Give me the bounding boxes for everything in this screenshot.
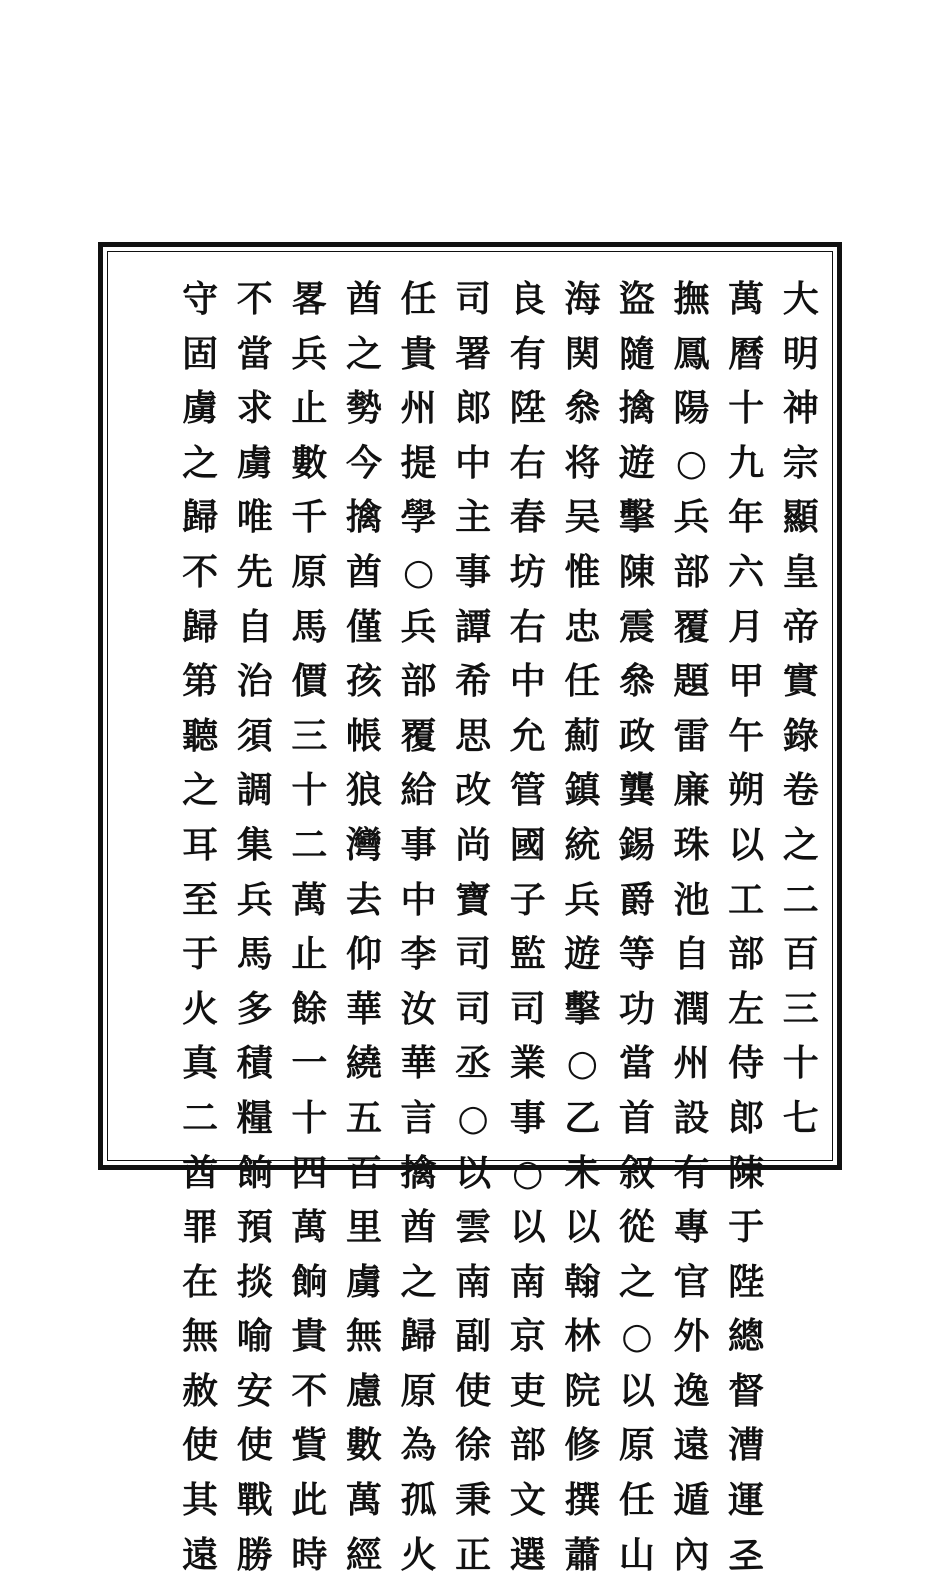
text-glyph: 預 [236, 1206, 273, 1249]
text-glyph: 顯 [782, 496, 819, 539]
text-glyph: 總 [728, 1315, 765, 1358]
text-glyph: 明 [782, 332, 819, 375]
text-glyph: 十 [782, 1042, 819, 1085]
text-glyph: 先 [236, 550, 273, 593]
text-glyph: 于 [182, 933, 219, 976]
text-glyph: 撫 [673, 278, 710, 320]
text-glyph: 有 [509, 332, 546, 375]
text-glyph: 唯 [236, 496, 273, 539]
text-glyph: 止 [291, 933, 328, 976]
text-glyph: 二 [782, 878, 819, 921]
text-glyph: 惟 [564, 550, 601, 593]
text-glyph: 林 [564, 1315, 601, 1358]
text-glyph: 萬 [291, 878, 328, 921]
text-glyph: 事 [400, 823, 437, 866]
text-column [446, 262, 501, 1576]
text-glyph: 使 [455, 1369, 492, 1412]
text-glyph: 月 [728, 605, 765, 648]
text-glyph: 擊 [618, 496, 655, 539]
text-glyph: 部 [509, 1424, 546, 1467]
text-glyph: 右 [509, 605, 546, 648]
text-glyph: 鳳 [673, 332, 710, 375]
text-glyph: 戰 [236, 1479, 273, 1522]
text-glyph: 任 [618, 1479, 655, 1522]
text-glyph: 安 [236, 1369, 273, 1412]
text-glyph: 守 [182, 278, 219, 320]
text-glyph: 歸 [400, 1315, 437, 1358]
text-glyph: 叙 [618, 1151, 655, 1194]
text-glyph: 餉 [291, 1260, 328, 1303]
text-glyph: 州 [400, 387, 437, 430]
text-glyph: 郎 [455, 387, 492, 430]
text-glyph: 多 [236, 987, 273, 1030]
text-glyph: 翰 [564, 1260, 601, 1303]
text-glyph: 內 [673, 1533, 710, 1576]
text-glyph: 州 [673, 1042, 710, 1085]
text-glyph: 之 [618, 1260, 655, 1303]
text-glyph: 火 [182, 987, 219, 1030]
text-glyph: 酋 [400, 1206, 437, 1249]
text-glyph: 統 [564, 823, 601, 866]
text-glyph: 坊 [509, 550, 546, 593]
text-glyph: 錫 [618, 823, 655, 866]
text-glyph: 七 [782, 1096, 819, 1139]
text-glyph: 以 [455, 1151, 492, 1194]
text-glyph: 中 [455, 441, 492, 484]
text-glyph: 之 [182, 769, 219, 812]
text-glyph: 調 [236, 769, 273, 812]
text-glyph: 文 [509, 1479, 546, 1522]
text-glyph: 擒 [618, 387, 655, 430]
text-glyph: 部 [673, 550, 710, 593]
text-glyph: 年 [728, 496, 765, 539]
text-glyph: 擊 [564, 987, 601, 1030]
text-glyph: 于 [728, 1206, 765, 1249]
text-glyph: ○ [457, 1096, 489, 1139]
text-glyph: 聽 [182, 714, 219, 757]
text-glyph: 國 [509, 823, 546, 866]
text-glyph: 逸 [673, 1369, 710, 1412]
text-glyph: 部 [728, 933, 765, 976]
text-glyph: 原 [400, 1369, 437, 1412]
text-glyph: 貴 [291, 1315, 328, 1358]
text-glyph: 漕 [728, 1424, 765, 1467]
text-glyph: 真 [182, 1042, 219, 1085]
text-glyph: 遊 [618, 441, 655, 484]
text-glyph: 丞 [455, 1042, 492, 1085]
text-glyph: 自 [236, 605, 273, 648]
text-glyph: 十 [291, 769, 328, 812]
text-glyph: 午 [728, 714, 765, 757]
text-glyph: 吴 [564, 496, 601, 539]
text-glyph: 提 [400, 441, 437, 484]
text-glyph: 灣 [345, 823, 382, 866]
text-glyph: 子 [509, 878, 546, 921]
text-glyph: 司 [509, 987, 546, 1030]
text-glyph: 南 [455, 1260, 492, 1303]
text-glyph: 馬 [236, 933, 273, 976]
text-glyph: 業 [509, 1042, 546, 1085]
text-glyph: 酋 [345, 278, 382, 320]
text-glyph: 孤 [400, 1479, 437, 1522]
text-glyph: 歸 [182, 605, 219, 648]
text-glyph: 以 [618, 1369, 655, 1412]
text-glyph: 自 [673, 933, 710, 976]
text-glyph: 李 [400, 933, 437, 976]
text-glyph: 此 [291, 1479, 328, 1522]
text-glyph: 陳 [728, 1151, 765, 1194]
text-glyph: 三 [782, 987, 819, 1030]
text-glyph: 部 [400, 660, 437, 703]
text-glyph: 宗 [782, 441, 819, 484]
text-glyph: 一 [291, 1042, 328, 1085]
text-glyph: 百 [782, 933, 819, 976]
text-glyph: 官 [673, 1260, 710, 1303]
text-glyph: 覆 [400, 714, 437, 757]
text-glyph: 酋 [345, 550, 382, 593]
text-glyph: ○ [566, 1042, 599, 1085]
text-glyph: 里 [345, 1206, 382, 1249]
text-glyph: 未 [564, 1151, 601, 1194]
text-glyph: 第 [182, 660, 219, 703]
text-glyph: 陛 [728, 1260, 765, 1303]
text-glyph: 陳 [618, 550, 655, 593]
text-column [337, 262, 392, 1576]
text-glyph: 三 [291, 714, 328, 757]
text-glyph: 政 [618, 714, 655, 757]
text-glyph: 甲 [728, 660, 765, 703]
text-glyph: 繞 [345, 1042, 382, 1085]
text-glyph: 帳 [345, 714, 382, 757]
text-glyph: 吏 [509, 1369, 546, 1412]
text-glyph: 虜 [236, 441, 273, 484]
text-glyph: 卷 [782, 769, 819, 812]
text-glyph: 以 [564, 1206, 601, 1249]
text-glyph: 蕭 [564, 1533, 601, 1576]
text-glyph: 無 [345, 1315, 382, 1358]
text-glyph: 固 [182, 332, 219, 375]
text-glyph: 盜 [618, 278, 655, 320]
text-glyph: 使 [236, 1424, 273, 1467]
text-glyph: 運 [728, 1479, 765, 1522]
text-glyph: 忠 [564, 605, 601, 648]
text-glyph: 貲 [291, 1424, 328, 1467]
vertical-text-body [108, 262, 828, 1576]
text-glyph: 仰 [345, 933, 382, 976]
text-glyph: 震 [618, 605, 655, 648]
text-glyph: 華 [345, 987, 382, 1030]
text-glyph: 関 [564, 332, 601, 375]
text-glyph: 擒 [345, 496, 382, 539]
text-glyph: 之 [182, 441, 219, 484]
text-glyph: 不 [236, 278, 273, 320]
text-glyph: 良 [509, 278, 546, 320]
text-glyph: 正 [455, 1533, 492, 1576]
text-glyph: 侍 [728, 1042, 765, 1085]
text-glyph: 雷 [673, 714, 710, 757]
text-glyph: 隨 [618, 332, 655, 375]
text-glyph: 虜 [345, 1260, 382, 1303]
text-glyph: 罪 [182, 1206, 219, 1249]
text-glyph: 改 [455, 769, 492, 812]
text-glyph: 糧 [236, 1096, 273, 1139]
text-glyph: 右 [509, 441, 546, 484]
text-glyph: ○ [621, 1315, 653, 1358]
text-glyph: 朔 [728, 769, 765, 812]
text-glyph: 修 [564, 1424, 601, 1467]
text-glyph: 兵 [673, 496, 710, 539]
text-glyph: 院 [564, 1369, 601, 1412]
text-glyph: 允 [509, 714, 546, 757]
text-glyph: 陞 [509, 387, 546, 430]
text-glyph: 言 [400, 1096, 437, 1139]
text-glyph: 餘 [291, 987, 328, 1030]
text-glyph: 數 [291, 441, 328, 484]
text-glyph: 撰 [564, 1479, 601, 1522]
text-glyph: 兵 [564, 878, 601, 921]
text-glyph: 酋 [182, 1151, 219, 1194]
text-glyph: 薊 [564, 714, 601, 757]
text-glyph: 在 [182, 1260, 219, 1303]
text-glyph: 兵 [236, 878, 273, 921]
text-glyph: 覆 [673, 605, 710, 648]
text-glyph: 廉 [673, 769, 710, 812]
text-glyph: 擒 [400, 1151, 437, 1194]
text-glyph: 秉 [455, 1479, 492, 1522]
text-glyph: 狼 [345, 769, 382, 812]
text-glyph: 四 [291, 1151, 328, 1194]
text-glyph: 遁 [673, 1479, 710, 1522]
text-glyph: 兵 [400, 605, 437, 648]
text-glyph: 以 [509, 1206, 546, 1249]
text-glyph: 學 [400, 496, 437, 539]
text-glyph: 監 [509, 933, 546, 976]
text-glyph: 署 [455, 332, 492, 375]
text-glyph: 之 [782, 823, 819, 866]
text-glyph: 十 [728, 387, 765, 430]
text-glyph: 潤 [673, 987, 710, 1030]
text-glyph: 司 [455, 278, 492, 320]
text-glyph: 事 [509, 1096, 546, 1139]
text-glyph: 從 [618, 1206, 655, 1249]
text-column [227, 262, 282, 1576]
text-column [773, 262, 828, 1158]
text-glyph: 實 [782, 660, 819, 703]
text-glyph: 希 [455, 660, 492, 703]
text-glyph: 其 [182, 1479, 219, 1522]
text-glyph: 為 [400, 1424, 437, 1467]
text-glyph: 經 [345, 1533, 382, 1576]
text-glyph: 京 [509, 1315, 546, 1358]
text-glyph: 千 [291, 496, 328, 539]
text-glyph: 萬 [291, 1206, 328, 1249]
text-glyph: 汝 [400, 987, 437, 1030]
text-glyph: 帝 [782, 605, 819, 648]
text-glyph: 左 [728, 987, 765, 1030]
text-glyph: 萬 [345, 1479, 382, 1522]
text-glyph: 當 [618, 1042, 655, 1085]
text-glyph: ○ [675, 441, 708, 484]
text-glyph: 題 [673, 660, 710, 703]
text-glyph: 池 [673, 878, 710, 921]
text-glyph: 首 [618, 1096, 655, 1139]
text-glyph: 有 [673, 1151, 710, 1194]
text-glyph: 鎮 [564, 769, 601, 812]
text-glyph: 尚 [455, 823, 492, 866]
text-glyph: 思 [455, 714, 492, 757]
text-glyph: 叅 [564, 387, 601, 430]
text-glyph: 遠 [182, 1533, 219, 1576]
text-glyph: 中 [509, 660, 546, 703]
text-glyph: 時 [291, 1533, 328, 1576]
text-glyph: 止 [291, 387, 328, 430]
text-glyph: 譚 [455, 605, 492, 648]
text-glyph: 山 [618, 1533, 655, 1576]
text-column [282, 262, 337, 1576]
text-glyph: 主 [455, 496, 492, 539]
text-glyph: 選 [509, 1533, 546, 1576]
text-glyph: 𢀖 [728, 1533, 765, 1576]
text-glyph: ○ [402, 550, 435, 593]
text-glyph: 十 [291, 1096, 328, 1139]
text-glyph: 不 [291, 1369, 328, 1412]
text-glyph: 任 [564, 660, 601, 703]
text-glyph: 二 [291, 823, 328, 866]
text-glyph: 掞 [236, 1260, 273, 1303]
text-glyph: 徐 [455, 1424, 492, 1467]
text-glyph: 工 [728, 878, 765, 921]
text-glyph: 使 [182, 1424, 219, 1467]
text-glyph: 集 [236, 823, 273, 866]
text-glyph: 皇 [782, 550, 819, 593]
text-glyph: 遠 [673, 1424, 710, 1467]
text-column [610, 262, 665, 1576]
text-glyph: 春 [509, 496, 546, 539]
text-glyph: 專 [673, 1206, 710, 1249]
text-glyph: 二 [182, 1096, 219, 1139]
text-glyph: 歸 [182, 496, 219, 539]
text-glyph: 之 [345, 332, 382, 375]
text-glyph: 喻 [236, 1315, 273, 1358]
text-glyph: 畧 [291, 278, 328, 320]
text-glyph: 勝 [236, 1533, 273, 1576]
text-column [719, 262, 774, 1576]
text-glyph: 司 [455, 933, 492, 976]
text-glyph: 管 [509, 769, 546, 812]
text-glyph: 以 [728, 823, 765, 866]
text-glyph: 中 [400, 878, 437, 921]
text-glyph: 寶 [455, 878, 492, 921]
text-glyph: 孩 [345, 660, 382, 703]
text-column [173, 262, 228, 1576]
text-glyph: 珠 [673, 823, 710, 866]
text-glyph: 今 [345, 441, 382, 484]
text-glyph: 事 [455, 550, 492, 593]
text-glyph: 陽 [673, 387, 710, 430]
text-glyph: 貴 [400, 332, 437, 375]
text-glyph: 副 [455, 1315, 492, 1358]
text-glyph: 勢 [345, 387, 382, 430]
text-glyph: 虜 [182, 387, 219, 430]
text-glyph: 原 [618, 1424, 655, 1467]
text-glyph: 馬 [291, 605, 328, 648]
text-glyph: 大 [782, 278, 819, 320]
text-glyph: 價 [291, 660, 328, 703]
text-glyph: 火 [400, 1533, 437, 1576]
text-glyph: 百 [345, 1151, 382, 1194]
text-glyph: 至 [182, 878, 219, 921]
text-glyph: 數 [345, 1424, 382, 1467]
text-glyph: 等 [618, 933, 655, 976]
text-glyph: 功 [618, 987, 655, 1030]
text-glyph: 積 [236, 1042, 273, 1085]
text-glyph: 九 [728, 441, 765, 484]
text-glyph: 治 [236, 660, 273, 703]
text-glyph: 慮 [345, 1369, 382, 1412]
text-glyph: 兵 [291, 332, 328, 375]
text-glyph: 萬 [728, 278, 765, 320]
text-glyph: 求 [236, 387, 273, 430]
text-glyph: 龔 [618, 769, 655, 812]
text-glyph: 須 [236, 714, 273, 757]
text-column [555, 262, 610, 1576]
text-glyph: 叅 [618, 660, 655, 703]
text-glyph: 之 [400, 1260, 437, 1303]
text-column [391, 262, 446, 1576]
text-glyph: 曆 [728, 332, 765, 375]
text-glyph: ○ [512, 1151, 544, 1194]
text-glyph: 司 [455, 987, 492, 1030]
text-glyph: 去 [345, 878, 382, 921]
text-glyph: 外 [673, 1315, 710, 1358]
text-column [500, 262, 555, 1576]
text-glyph: 雲 [455, 1206, 492, 1249]
text-glyph: 無 [182, 1315, 219, 1358]
text-glyph: 五 [345, 1096, 382, 1139]
text-glyph: 給 [400, 769, 437, 812]
text-glyph: 原 [291, 550, 328, 593]
text-glyph: 郎 [728, 1096, 765, 1139]
text-glyph: 任 [400, 278, 437, 320]
text-glyph: 神 [782, 387, 819, 430]
text-glyph: 赦 [182, 1369, 219, 1412]
text-glyph: 不 [182, 550, 219, 593]
text-column [664, 262, 719, 1576]
text-glyph: 餉 [236, 1151, 273, 1194]
text-glyph: 南 [509, 1260, 546, 1303]
text-glyph: 僅 [345, 605, 382, 648]
text-glyph: 設 [673, 1096, 710, 1139]
text-glyph: 海 [564, 278, 601, 320]
text-glyph: 将 [564, 441, 601, 484]
text-glyph: 爵 [618, 878, 655, 921]
text-glyph: 耳 [182, 823, 219, 866]
text-glyph: 乙 [564, 1096, 601, 1139]
text-glyph: 督 [728, 1369, 765, 1412]
text-glyph: 華 [400, 1042, 437, 1085]
text-glyph: 六 [728, 550, 765, 593]
text-glyph: 錄 [782, 714, 819, 757]
text-glyph: 當 [236, 332, 273, 375]
text-glyph: 遊 [564, 933, 601, 976]
